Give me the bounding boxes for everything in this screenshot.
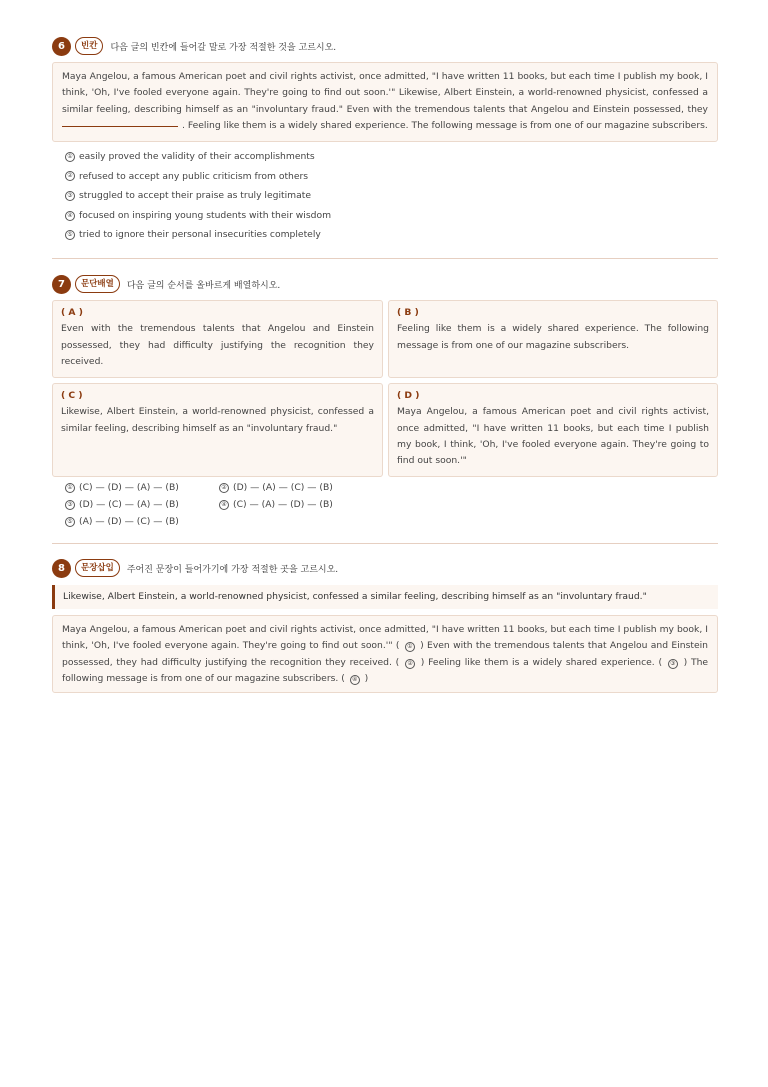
option-marker: ② <box>219 483 229 493</box>
paragraph-text: Even with the tremendous talents that Angelou and Einstein possessed, they had difficulty justifying the recognition they received. <box>61 323 374 367</box>
insert-position-4[interactable]: ④ <box>350 675 360 685</box>
option-marker: ② <box>65 171 75 181</box>
option-marker: ① <box>65 483 75 493</box>
option-marker: ③ <box>65 500 75 510</box>
option-4[interactable] <box>65 206 331 226</box>
order-option-3[interactable] <box>65 499 179 510</box>
paragraph-d <box>388 383 718 477</box>
given-sentence: Likewise, Albert Einstein, a world-renowned physicist, confessed a similar feeling, describing himself as an "involuntary fraud." <box>52 585 718 609</box>
order-option-5[interactable] <box>65 516 179 527</box>
question-instruction: 다음 글의 빈칸에 들어갈 말로 가장 적절한 것을 고르시오. <box>110 42 337 53</box>
answer-blank <box>62 126 178 127</box>
passage-segment: ) The following message is from one of our magazine subscribers. ( <box>62 656 709 684</box>
insert-position-1[interactable]: ① <box>405 642 415 652</box>
passage-segment: ) <box>364 672 369 684</box>
option-text: refused to accept any public criticism from others <box>79 170 309 182</box>
q6-passage <box>52 62 718 142</box>
passage-segment: Maya Angelou, a famous American poet and civil rights activist, once admitted, "I have written 11 books, but each time I publish my book, I think, 'Oh, I've fooled everyone again. They're going to find out soon.'" ( <box>62 624 708 652</box>
passage-text-before-blank: Maya Angelou, a famous American poet and civil rights activist, once admitted, "I have written 11 books, but each time I publish my book, I think, 'Oh, I've fooled everyone again. They're going to find out soon.'" Likewise, Albert Einstein, a world-renowned physicist, confessed a similar feeling, describing himself as an "involuntary fraud." Even with the tremendous talents that Angelou and Einstein possessed, they <box>62 71 708 115</box>
question-7-header <box>52 274 718 294</box>
paragraph-text: Feeling like them is a widely shared experience. The following message is from one of our magazine subscribers. <box>397 323 709 351</box>
question-number: 6 <box>52 37 71 56</box>
question-type-tag: 빈칸 <box>75 37 103 55</box>
option-marker: ⑤ <box>65 230 75 240</box>
option-text: (D) — (C) — (A) — (B) <box>79 499 179 510</box>
paragraph-text: Maya Angelou, a famous American poet and civil rights activist, once admitted, "I have written 11 books, but each time I publish my book, I think, 'Oh, I've fooled everyone again. They're going to find out soon.'" <box>397 406 709 467</box>
option-1[interactable] <box>65 147 331 167</box>
paragraph-a <box>52 300 383 378</box>
question-6-header <box>52 36 718 56</box>
paragraph-text: Likewise, Albert Einstein, a world-renowned physicist, confessed a similar feeling, describing himself as an "involuntary fraud." <box>61 406 374 434</box>
option-marker: ④ <box>219 500 229 510</box>
paragraph-b <box>388 300 718 378</box>
order-option-1[interactable] <box>65 482 179 493</box>
option-3[interactable] <box>65 186 331 206</box>
question-6 <box>52 36 718 56</box>
option-text: (D) — (A) — (C) — (B) <box>233 482 333 493</box>
paragraph-label: ( B ) <box>397 307 419 318</box>
insert-position-2[interactable]: ② <box>405 659 415 669</box>
paragraph-c <box>52 383 383 477</box>
option-marker: ③ <box>65 191 75 201</box>
question-8-header <box>52 558 718 578</box>
option-text: (C) — (A) — (D) — (B) <box>233 499 333 510</box>
option-text: struggled to accept their praise as truly legitimate <box>79 190 312 202</box>
q6-options <box>65 147 331 245</box>
option-text: (A) — (D) — (C) — (B) <box>79 516 179 527</box>
question-8 <box>52 558 718 578</box>
question-instruction: 다음 글의 순서를 올바르게 배열하시오. <box>126 280 281 291</box>
order-option-2[interactable] <box>219 482 333 493</box>
question-number: 7 <box>52 275 71 294</box>
option-5[interactable] <box>65 225 331 245</box>
option-text: focused on inspiring young students with their wisdom <box>79 209 332 221</box>
question-7 <box>52 274 718 294</box>
passage-text-after-blank: . Feeling like them is a widely shared experience. The following message is from one of our magazine subscribers. <box>182 119 708 131</box>
option-text: (C) — (D) — (A) — (B) <box>79 482 179 493</box>
paragraph-label: ( A ) <box>61 307 83 318</box>
option-marker: ① <box>65 152 75 162</box>
question-number: 8 <box>52 559 71 578</box>
question-instruction: 주어진 문장이 들어가기에 가장 적절한 곳을 고르시오. <box>126 564 339 575</box>
order-option-4[interactable] <box>219 499 333 510</box>
option-text: tried to ignore their personal insecurities completely <box>79 229 321 241</box>
q8-passage <box>52 615 718 693</box>
option-2[interactable] <box>65 167 331 187</box>
paragraph-label: ( D ) <box>397 390 420 401</box>
section-divider <box>52 543 718 544</box>
option-text: easily proved the validity of their accomplishments <box>79 151 315 162</box>
question-type-tag: 문단배열 <box>75 275 120 293</box>
paragraph-label: ( C ) <box>61 390 83 401</box>
section-divider <box>52 258 718 259</box>
passage-segment: ) Feeling like them is a widely shared experience. ( <box>420 656 663 668</box>
question-type-tag: 문장삽입 <box>75 559 120 577</box>
option-marker: ④ <box>65 211 75 221</box>
option-marker: ⑤ <box>65 517 75 527</box>
passage-segment: ) Even with the tremendous talents that Angelou and Einstein possessed, they had difficulty justifying the recognition they received. ( <box>62 640 709 668</box>
insert-position-3[interactable]: ③ <box>668 659 678 669</box>
